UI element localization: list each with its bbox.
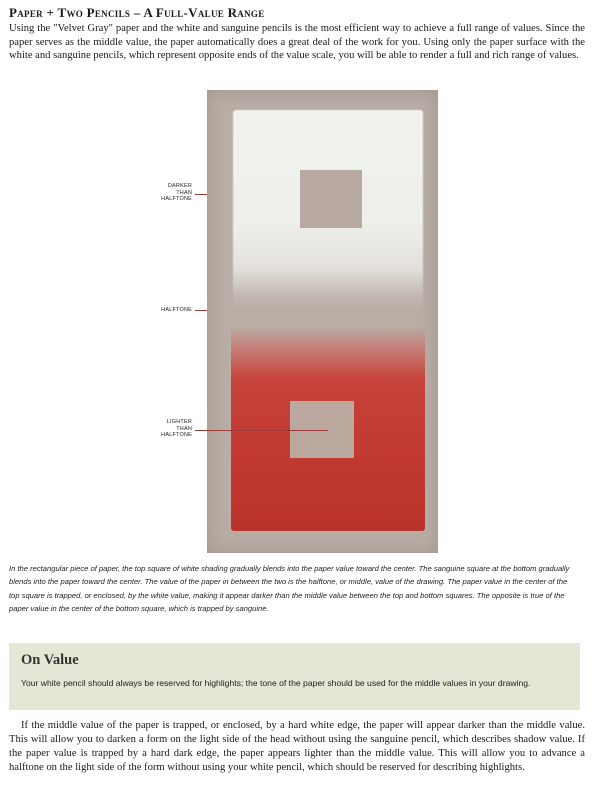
section-title: Paper + Two Pencils – A Full-Value Range: [9, 5, 265, 20]
label-darker-than-halftone: [150, 183, 192, 203]
label-lighter-than-halftone: [150, 419, 192, 439]
sidebar-title: On Value: [21, 652, 79, 668]
label-darker-line-1: DARKER: [167, 183, 192, 189]
label-halftone: HALFTONE: [161, 307, 192, 313]
on-value-sidebar: [9, 643, 580, 710]
label-lighter-line-1: LIGHTER: [166, 419, 192, 425]
intro-paragraph: Using the "Velvet Gray" paper and the white and sanguine pencils is the most efficient way to achieve a full range of values. Since the paper serves as the middle value, the paper automatically does a great deal of the work for you. Using only the paper surface with the white and sanguine pencils, which represent opposite ends of the value scale, you will be able to render a full and rich range of values.: [9, 23, 585, 62]
label-darker-line-2: THAN: [176, 189, 192, 196]
value-range-illustration: [207, 90, 438, 553]
figure-caption: In the rectangular piece of paper, the top square of white shading gradually blends into the paper value toward the center. The sanguine square at the bottom gradually blends into the paper toward the center. The value of the paper in between the two is the halftone, or middle, value of the drawing. The paper value in the center of the top square is trapped, or enclosed, by the white value, making it appear darker than the middle value between the top and bottom squares. The opposite is true of the paper value in the center of the bottom square, which is trapped by sanguine.: [9, 564, 570, 614]
label-darker-line-3: HALFTONE: [161, 196, 192, 202]
sidebar-body: Your white pencil should always be reserved for highlights; the tone of the paper should be used for the middle values in your drawing.: [21, 678, 531, 688]
leader-line-lighter: [195, 430, 328, 431]
label-lighter-line-3: HALFTONE: [161, 432, 192, 438]
label-lighter-line-2: THAN: [176, 425, 192, 432]
body-paragraph: If the middle value of the paper is trapped, or enclosed, by a hard white edge, the paper will appear darker than the middle value. This will allow you to darken a form on the light side of the head without using the sanguine pencil, which describes shadow value. If the paper value is trapped by a hard dark edge, the paper appears lighter than the middle value. This will allow you to advance a halftone on the light side of the form without using your white pencil, which should be reserved for describing highlights.: [9, 720, 585, 773]
paper-square-darker: [300, 170, 362, 228]
